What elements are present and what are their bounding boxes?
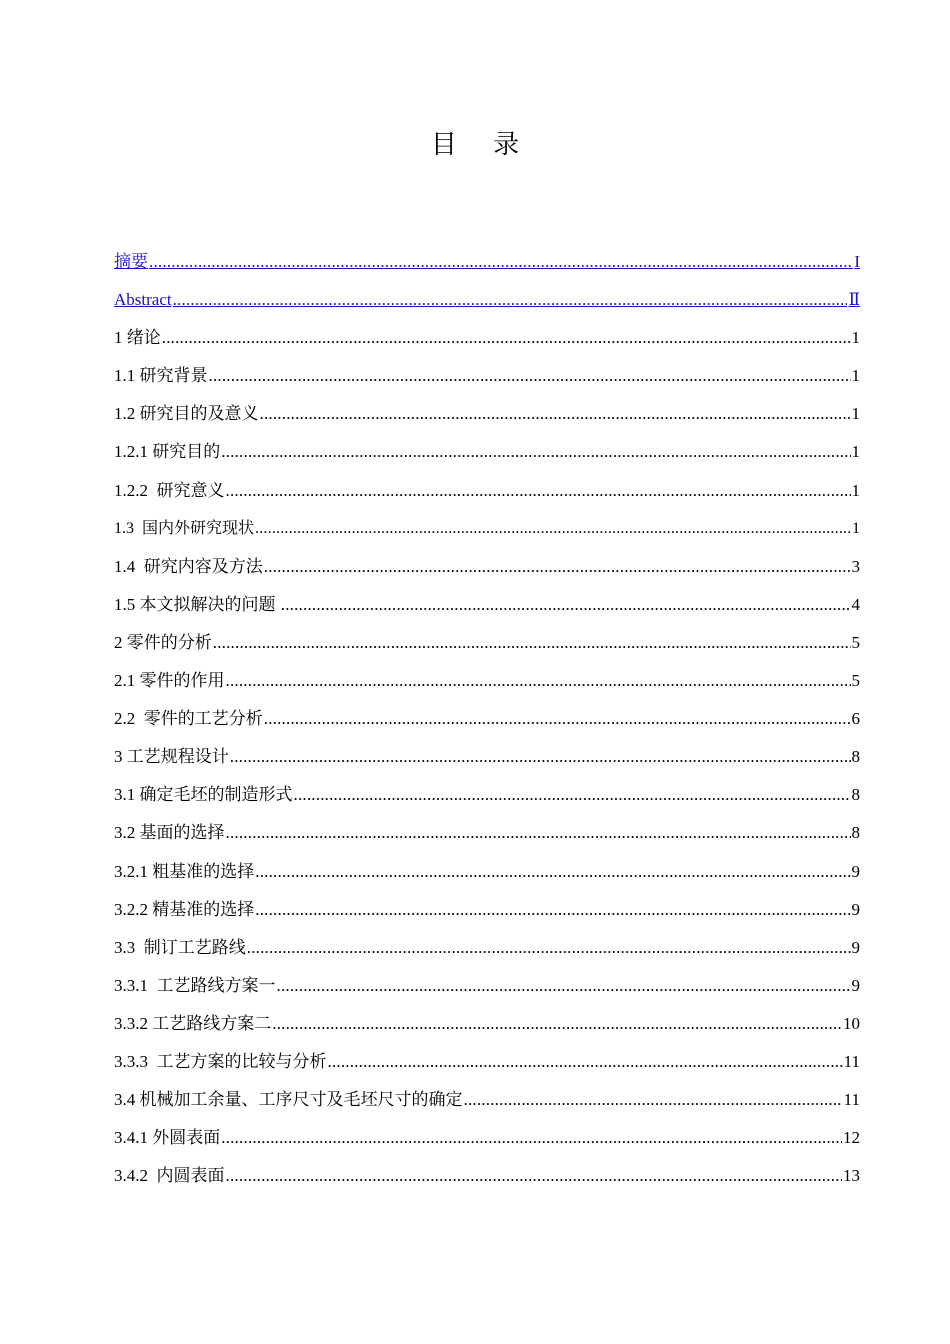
toc-entry-page-number: 5	[851, 632, 860, 652]
toc-entry-page-number: 1	[851, 366, 860, 386]
toc-entry-title: 3.3.3 工艺方案的比较与分析	[114, 1051, 327, 1071]
toc-entry-title: 3.2 基面的选择	[114, 823, 225, 843]
toc-entry-page-number: 11	[843, 1051, 860, 1071]
table-of-contents	[114, 250, 860, 1202]
toc-dot-leader	[247, 936, 851, 960]
toc-dot-leader	[226, 669, 851, 693]
toc-entry-page-number: 1	[851, 480, 860, 500]
toc-entry-page-number: 3	[851, 556, 860, 576]
toc-entry-page-number: I	[854, 252, 860, 271]
toc-entry-page-number: 9	[851, 937, 860, 957]
toc-entry	[114, 402, 860, 440]
toc-dot-leader	[277, 974, 851, 998]
toc-entry-title: 2 零件的分析	[114, 632, 212, 652]
toc-dot-leader	[294, 783, 851, 807]
toc-entry-title: 1.3 国内外研究现状	[114, 519, 255, 537]
toc-entry-page-number: 9	[851, 899, 860, 919]
toc-entry	[114, 974, 860, 1012]
toc-entry-page-number: 1	[851, 404, 860, 424]
toc-entry	[114, 440, 860, 478]
toc-entry-page-number: 8	[851, 785, 860, 805]
toc-entry	[114, 364, 860, 402]
toc-entry	[114, 1088, 860, 1126]
toc-entry	[114, 669, 860, 707]
toc-entry-page-number: 10	[843, 1013, 860, 1033]
toc-dot-leader	[281, 593, 851, 617]
toc-entry-title: 3.4.1 外圆表面	[114, 1128, 221, 1148]
toc-entry	[114, 860, 860, 898]
toc-entry-page-number: 5	[851, 671, 860, 691]
toc-dot-leader	[213, 631, 851, 655]
toc-entry	[114, 593, 860, 631]
toc-entry	[114, 1164, 860, 1202]
toc-entry-page-number: 1	[852, 519, 860, 537]
toc-dot-leader	[226, 479, 851, 503]
toc-dot-leader	[221, 1126, 842, 1150]
toc-dot-leader	[264, 707, 851, 731]
toc-entry-title: 1 绪论	[114, 328, 161, 348]
toc-entry	[114, 898, 860, 936]
toc-dot-leader	[255, 860, 850, 884]
toc-entry	[114, 555, 860, 593]
toc-entry-title: 3.4.2 内圆表面	[114, 1166, 225, 1186]
toc-dot-leader	[226, 821, 851, 845]
toc-entry-title: 3.3 制订工艺路线	[114, 937, 246, 957]
toc-entry	[114, 707, 860, 745]
toc-dot-leader	[173, 288, 848, 312]
toc-entry-title: 3.2.1 粗基准的选择	[114, 861, 255, 881]
toc-entry	[114, 631, 860, 669]
toc-entry-title: 3.1 确定毛坯的制造形式	[114, 785, 293, 805]
toc-entry	[114, 936, 860, 974]
toc-entry-title: 3.3.2 工艺路线方案二	[114, 1013, 272, 1033]
toc-entry-page-number: 1	[851, 442, 860, 462]
toc-entry[interactable]	[114, 250, 860, 288]
toc-entry-page-number: 1	[851, 328, 860, 348]
toc-entry	[114, 1012, 860, 1050]
toc-entry	[114, 1050, 860, 1088]
toc-dot-leader	[221, 440, 850, 464]
toc-dot-leader	[226, 1164, 843, 1188]
toc-entry-title: 1.2.2 研究意义	[114, 480, 225, 500]
toc-entry	[114, 517, 860, 555]
toc-entry	[114, 783, 860, 821]
page-title: 目 录	[430, 130, 534, 160]
toc-entry-title: 摘要	[114, 252, 148, 271]
toc-entry	[114, 326, 860, 364]
toc-dot-leader	[255, 898, 850, 922]
toc-dot-leader	[162, 326, 851, 350]
toc-entry-page-number: 6	[851, 709, 860, 729]
toc-dot-leader	[260, 402, 851, 426]
toc-entry-title: Abstract	[114, 290, 172, 310]
toc-dot-leader	[255, 517, 851, 541]
toc-entry-page-number: 13	[843, 1166, 860, 1186]
toc-entry-page-number: 8	[851, 747, 860, 767]
toc-entry-title: 3.3.1 工艺路线方案一	[114, 975, 276, 995]
toc-entry-page-number: 11	[843, 1090, 860, 1110]
toc-entry	[114, 479, 860, 517]
toc-entry	[114, 821, 860, 859]
toc-entry-page-number: 8	[851, 823, 860, 843]
toc-entry-title: 3.4 机械加工余量、工序尺寸及毛坯尺寸的确定	[114, 1090, 463, 1110]
toc-entry-title: 1.1 研究背景	[114, 366, 208, 386]
toc-entry[interactable]	[114, 288, 860, 326]
toc-dot-leader	[464, 1088, 843, 1112]
toc-entry-page-number: 9	[851, 975, 860, 995]
toc-entry-title: 1.2 研究目的及意义	[114, 404, 259, 424]
toc-entry-page-number: 4	[851, 594, 860, 614]
toc-entry	[114, 745, 860, 783]
toc-entry-title: 1.2.1 研究目的	[114, 442, 221, 462]
toc-entry-title: 1.4 研究内容及方法	[114, 556, 263, 576]
toc-entry-page-number: Ⅱ	[848, 290, 860, 310]
toc-entry-title: 2.1 零件的作用	[114, 671, 225, 691]
toc-entry	[114, 1126, 860, 1164]
toc-entry-page-number: 9	[851, 861, 860, 881]
toc-dot-leader	[209, 364, 851, 388]
toc-entry-page-number: 12	[843, 1128, 860, 1148]
toc-dot-leader	[230, 745, 851, 769]
toc-dot-leader	[264, 555, 851, 579]
toc-dot-leader	[328, 1050, 843, 1074]
toc-entry-title: 3.2.2 精基准的选择	[114, 899, 255, 919]
toc-dot-leader	[272, 1012, 842, 1036]
toc-entry-title: 3 工艺规程设计	[114, 747, 229, 767]
toc-entry-title: 1.5 本文拟解决的问题	[114, 594, 280, 614]
toc-dot-leader	[149, 250, 853, 274]
toc-entry-title: 2.2 零件的工艺分析	[114, 709, 263, 729]
